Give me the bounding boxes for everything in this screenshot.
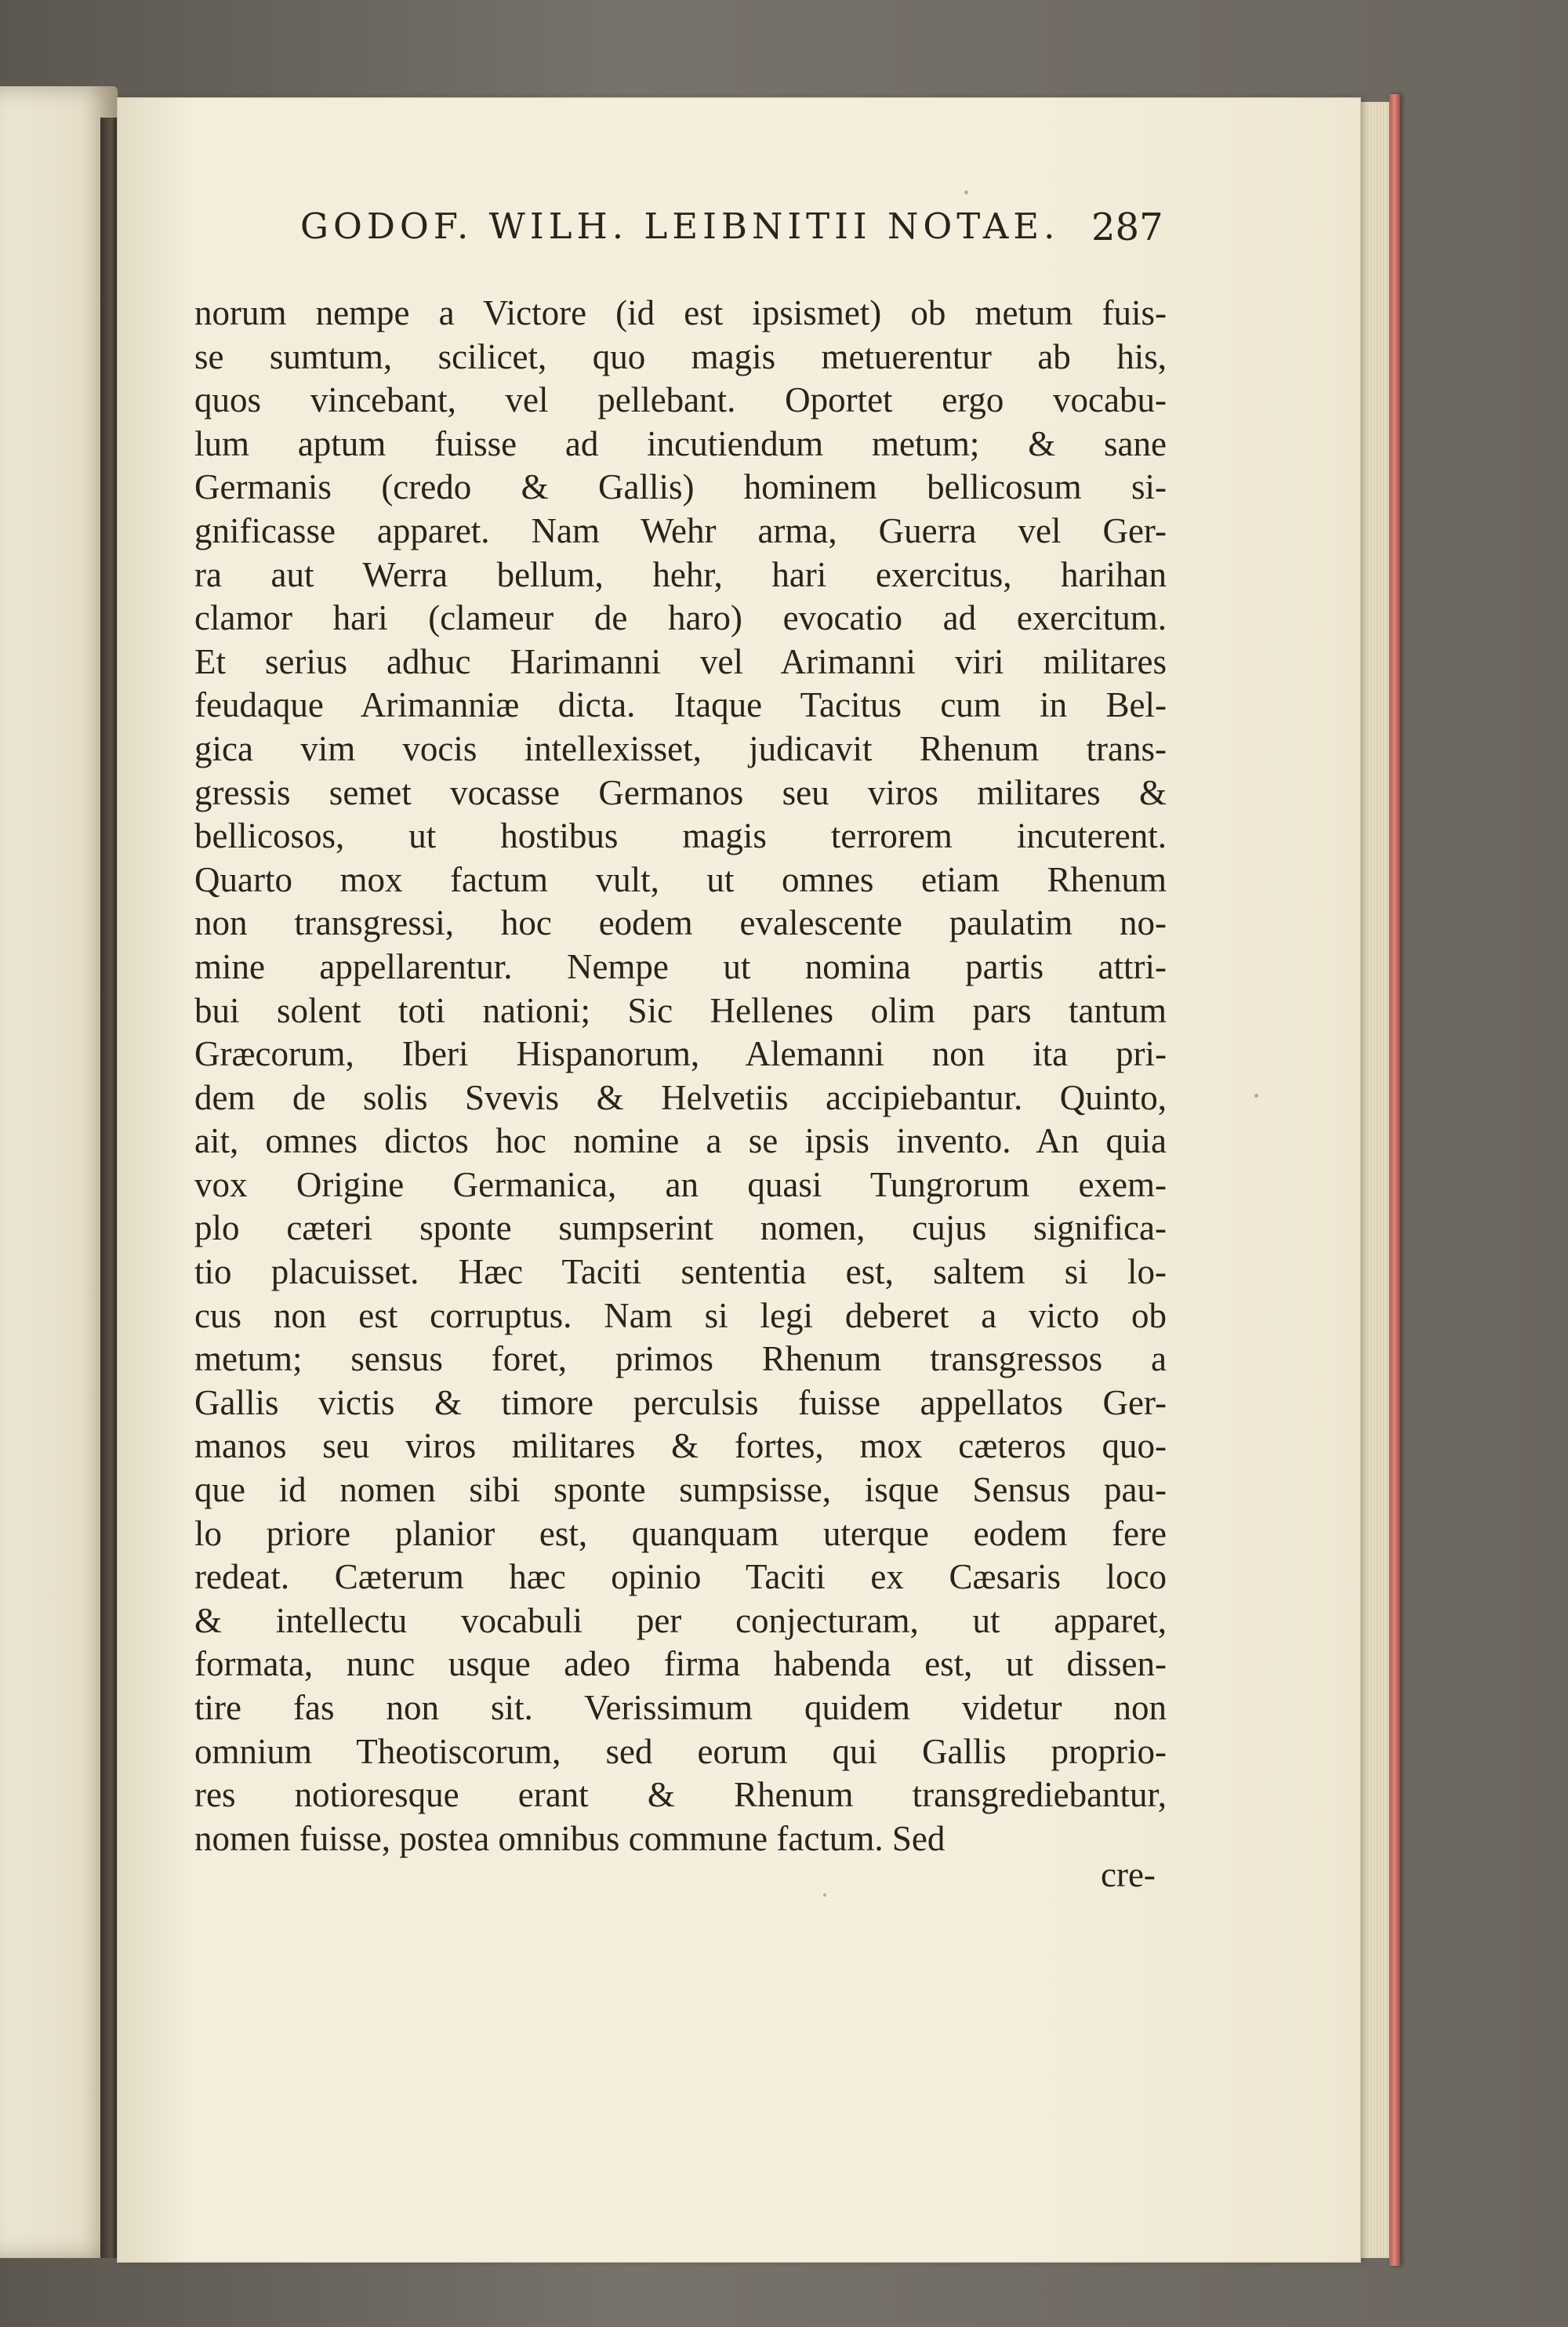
text-line: feudaque Arimanniæ dicta. Itaque Tacitus cum in Bel- xyxy=(194,685,1167,725)
text-line: omnium Theotiscorum, sed eorum qui Gallis proprio- xyxy=(194,1731,1167,1771)
text-line: mine appellarentur. Nempe ut nomina partis attri- xyxy=(194,946,1167,986)
text-line: lum aptum fuisse ad incutiendum metum; & sane xyxy=(194,423,1167,463)
text-line: & intellectu vocabuli per conjecturam, ut apparet, xyxy=(194,1600,1167,1640)
text-line: cus non est corruptus. Nam si legi deberet a victo ob xyxy=(194,1295,1167,1335)
text-line: formata, nunc usque adeo firma habenda est, ut dissen- xyxy=(194,1644,1167,1684)
text-line: tio placuisset. Hæc Taciti sententia est, saltem si lo- xyxy=(194,1252,1167,1292)
text-line: ra aut Werra bellum, hehr, hari exercitus, harihan xyxy=(194,554,1167,594)
text-line: dem de solis Svevis & Helvetiis accipiebantur. Quinto, xyxy=(194,1077,1167,1117)
body-text xyxy=(194,292,1167,1861)
text-line: gressis semet vocasse Germanos seu viros militares & xyxy=(194,772,1167,812)
text-line: quos vincebant, vel pellebant. Oportet ergo vocabu- xyxy=(194,380,1167,420)
text-line: Græcorum, Iberi Hispanorum, Alemanni non ita pri- xyxy=(194,1034,1167,1074)
text-line: tire fas non sit. Verissimum quidem videtur non xyxy=(194,1688,1167,1727)
text-line: nomen fuisse, postea omnibus commune factum. Sed xyxy=(194,1818,946,1858)
text-line: metum; sensus foret, primos Rhenum transgressos a xyxy=(194,1339,1167,1379)
text-line: plo cæteri sponte sumpserint nomen, cujus significa- xyxy=(194,1208,1167,1248)
paper-speck xyxy=(823,1893,826,1897)
page-number: 287 xyxy=(1091,205,1163,249)
text-line: lo priore planior est, quanquam uterque eodem fere xyxy=(194,1513,1167,1553)
text-line: norum nempe a Victore (id est ipsismet) ob metum fuis- xyxy=(194,293,1167,332)
text-line: Quarto mox factum vult, ut omnes etiam Rhenum xyxy=(194,859,1167,899)
text-line: bui solent toti nationi; Sic Hellenes olim pars tantum xyxy=(194,990,1167,1030)
paper-speck xyxy=(1254,1094,1258,1098)
running-head: GODOF. WILH. LEIBNITII NOTAE. xyxy=(300,205,1060,247)
text-line: gica vim vocis intellexisset, judicavit Rhenum trans- xyxy=(194,728,1167,768)
text-line: vox Origine Germanica, an quasi Tungrorum exem- xyxy=(194,1164,1167,1204)
text-line: res notioresque erant & Rhenum transgrediebantur, xyxy=(194,1775,1167,1815)
book-gutter xyxy=(100,118,118,2258)
text-line: Et serius adhuc Harimanni vel Arimanni viri militares xyxy=(194,641,1167,681)
text-line: bellicosos, ut hostibus magis terrorem incuterent. xyxy=(194,816,1167,856)
paper-speck xyxy=(964,191,968,194)
book-cover-edge xyxy=(1389,94,1400,2266)
text-line: non transgressi, hoc eodem evalescente paulatim no- xyxy=(194,903,1167,943)
text-line: redeat. Cæterum hæc opinio Taciti ex Cæsaris loco xyxy=(194,1557,1167,1597)
text-line: Gallis victis & timore perculsis fuisse appellatos Ger- xyxy=(194,1382,1167,1422)
text-line: que id nomen sibi sponte sumpsisse, isque Sensus pau- xyxy=(194,1470,1167,1510)
text-line: ait, omnes dictos hoc nomine a se ipsis invento. An quia xyxy=(194,1121,1167,1161)
text-line: Germanis (credo & Gallis) hominem bellicosum si- xyxy=(194,467,1167,507)
text-line: manos seu viros militares & fortes, mox cæteros quo- xyxy=(194,1426,1167,1466)
text-line: gnificasse apparet. Nam Wehr arma, Guerra vel Ger- xyxy=(194,510,1167,550)
text-line: clamor hari (clameur de haro) evocatio ad exercitum. xyxy=(194,598,1167,638)
text-line: se sumtum, scilicet, quo magis metuerentur ab his, xyxy=(194,336,1167,376)
catchword: cre- xyxy=(1101,1855,1156,1894)
